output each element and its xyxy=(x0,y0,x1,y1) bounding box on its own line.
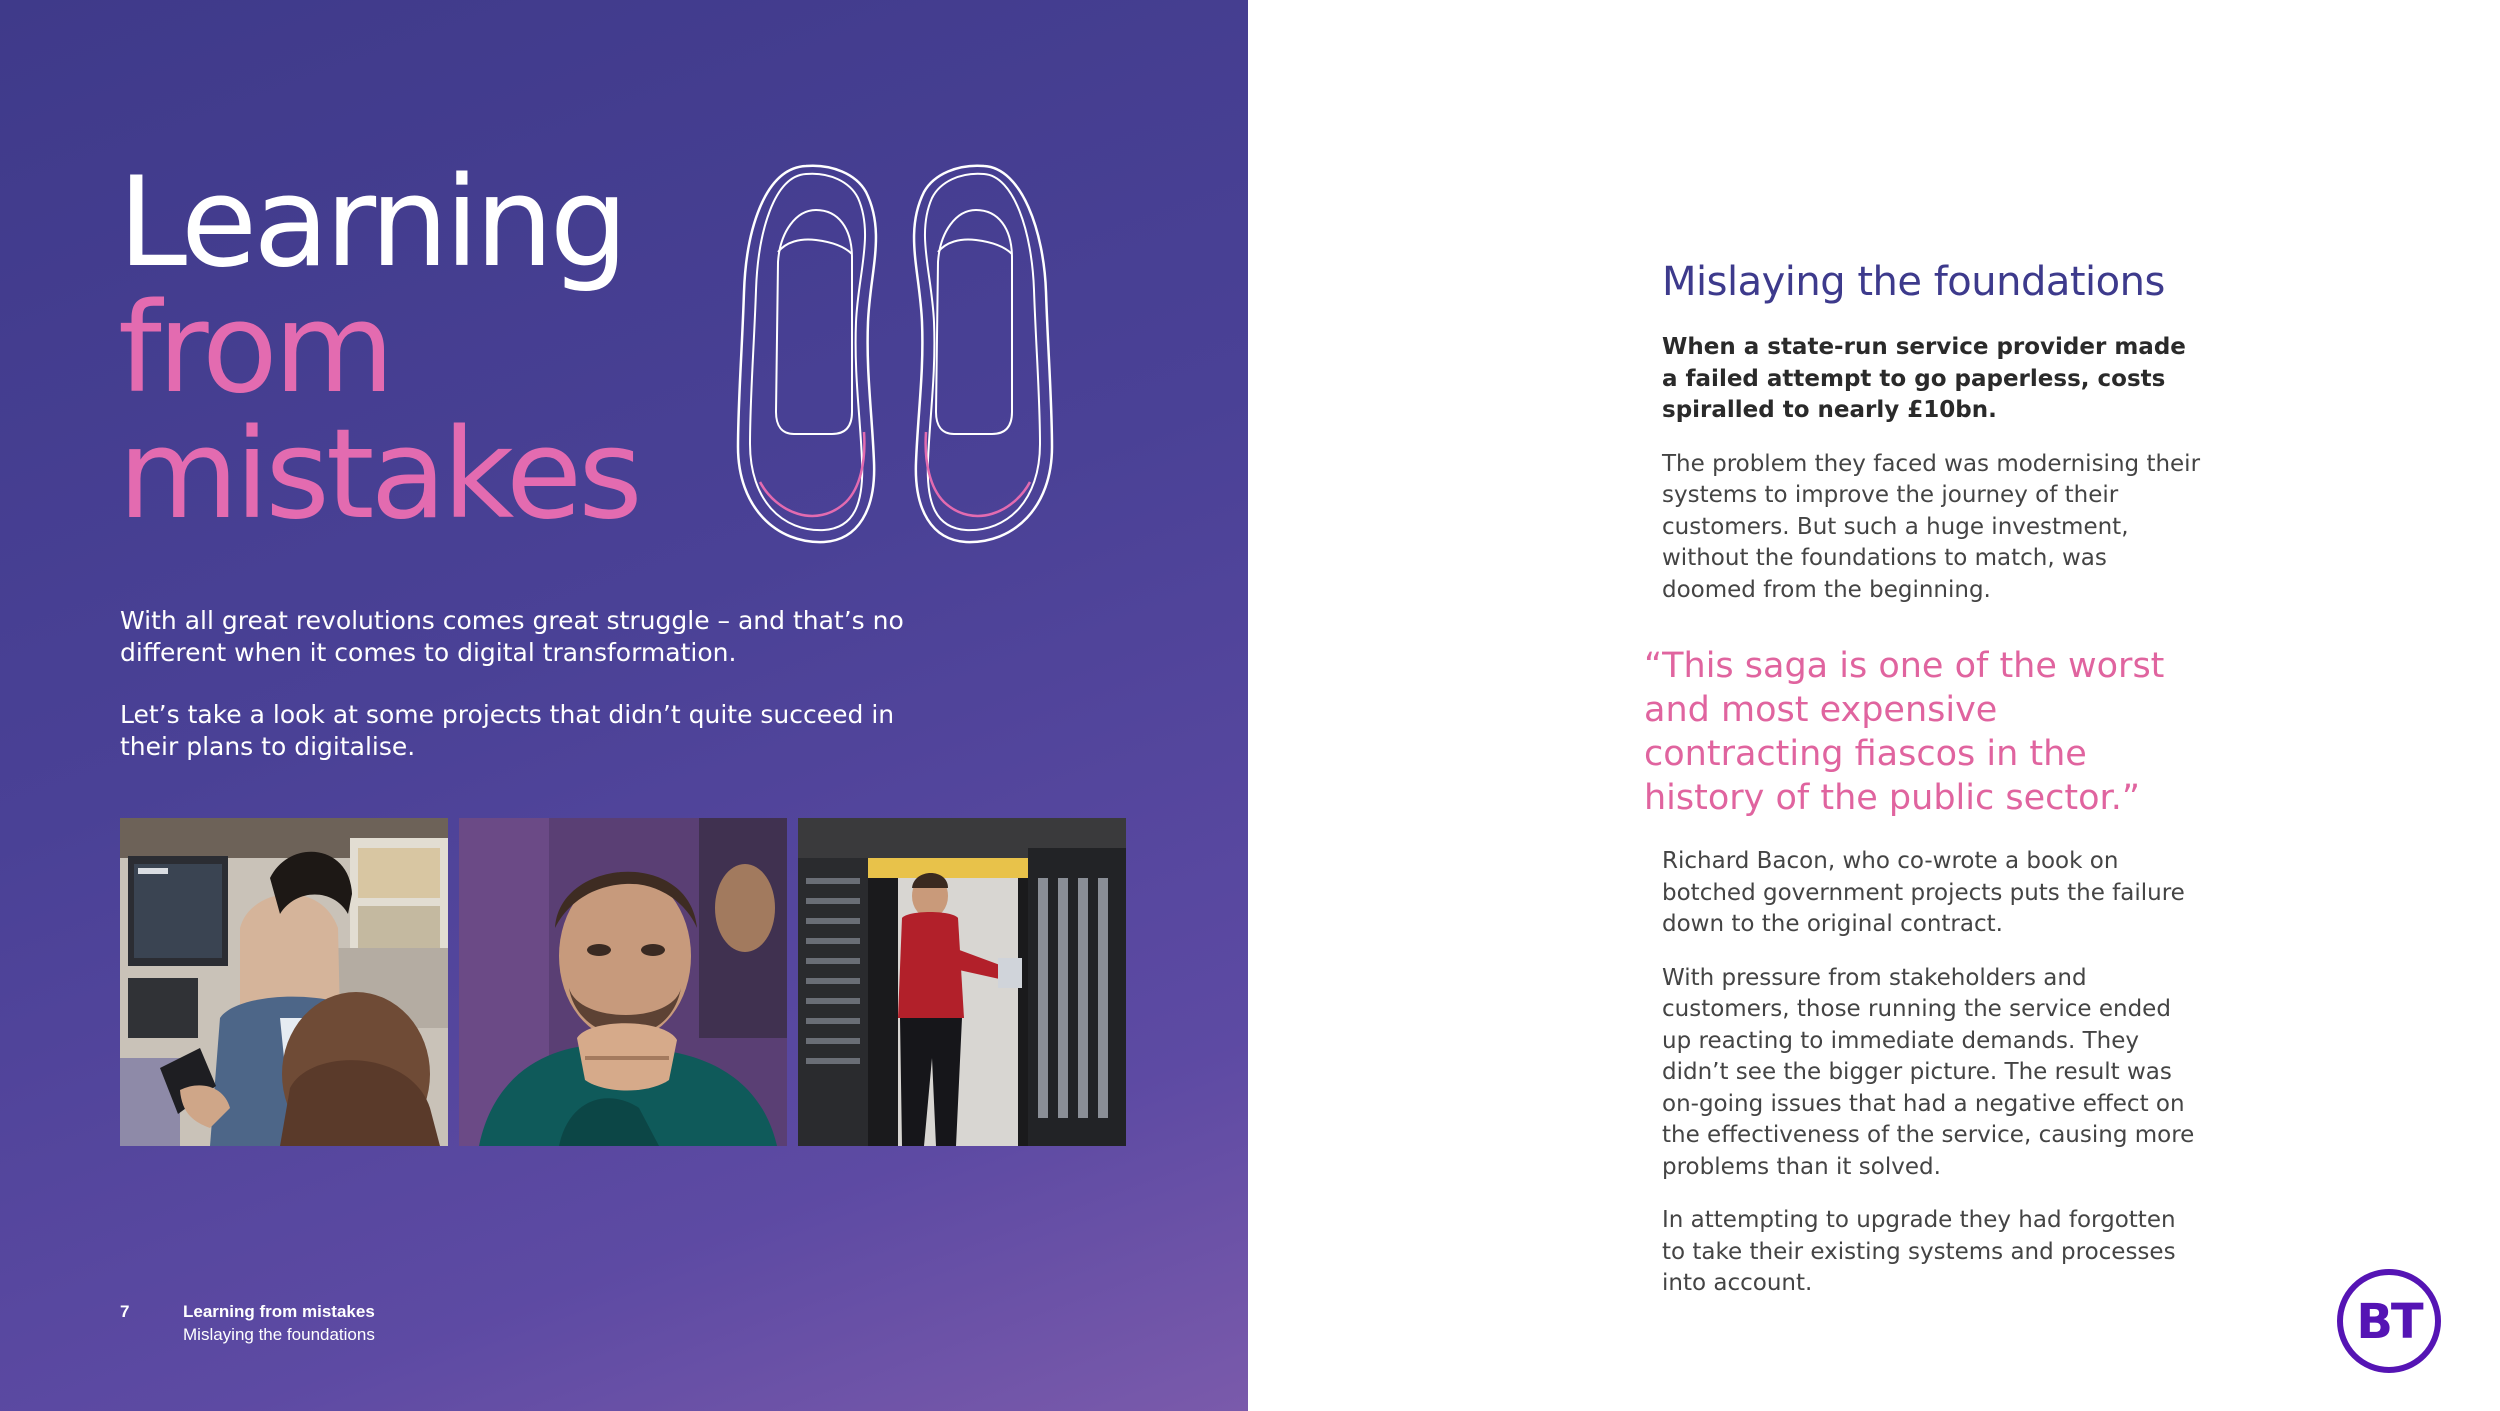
page-number: 7 xyxy=(120,1302,130,1321)
pull-quote: “This saga is one of the worst and most expensive contracting fiascos in the history of the public sector.” xyxy=(1644,646,2165,818)
bt-logo-icon xyxy=(2336,1268,2442,1374)
body-paragraph-1: The problem they faced was modernising their systems to improve the journey of their customers. But such a huge investment, without the foundations to match, was doomed from the beginning. xyxy=(1662,450,2201,603)
lead-paragraph: When a state-run service provider made a failed attempt to go paperless, costs spiralled to nearly £10bn. xyxy=(1662,334,2186,423)
bt-logo-text: BT xyxy=(2356,1294,2422,1350)
article xyxy=(1644,256,2202,1322)
photo-engineer-at-screens xyxy=(120,818,448,1146)
hero-title-line-2: from xyxy=(118,277,391,421)
hero-title-line-1: Learning xyxy=(118,151,625,295)
hero-title xyxy=(118,151,639,547)
body-paragraph-2: Richard Bacon, who co-wrote a book on botched government projects puts the failure down to the original contract. xyxy=(1662,848,2185,937)
right-panel xyxy=(1248,0,2500,1411)
intro-text xyxy=(120,605,910,793)
shoes-illustration xyxy=(736,162,1056,550)
footer-section-subtitle: Mislaying the foundations xyxy=(183,1325,375,1344)
photo-strip xyxy=(120,818,1126,1146)
footer-section-title: Learning from mistakes xyxy=(183,1302,375,1321)
left-panel xyxy=(0,0,1248,1411)
intro-paragraph-1: With all great revolutions comes great struggle – and that’s no different when it comes to digital transformation. xyxy=(120,606,904,667)
photo-man-thinking xyxy=(459,818,787,1146)
intro-paragraph-2: Let’s take a look at some projects that didn’t quite succeed in their plans to digitalise. xyxy=(120,700,895,761)
body-paragraph-3: With pressure from stakeholders and customers, those running the service ended up reacting to immediate demands. They didn’t see the bigger picture. The result was on-going issues that had a negative effect on the effectiveness of the service, causing more problems than it solved. xyxy=(1662,964,2195,1180)
footer-breadcrumb xyxy=(183,1300,583,1346)
photo-server-room-technician xyxy=(798,818,1126,1146)
section-heading: Mislaying the foundations xyxy=(1662,259,2165,305)
hero-title-line-3: mistakes xyxy=(118,403,639,547)
left-shoe-icon xyxy=(738,166,876,542)
right-shoe-icon xyxy=(914,166,1052,542)
body-paragraph-4: In attempting to upgrade they had forgotten to take their existing systems and processes into account. xyxy=(1662,1207,2176,1296)
